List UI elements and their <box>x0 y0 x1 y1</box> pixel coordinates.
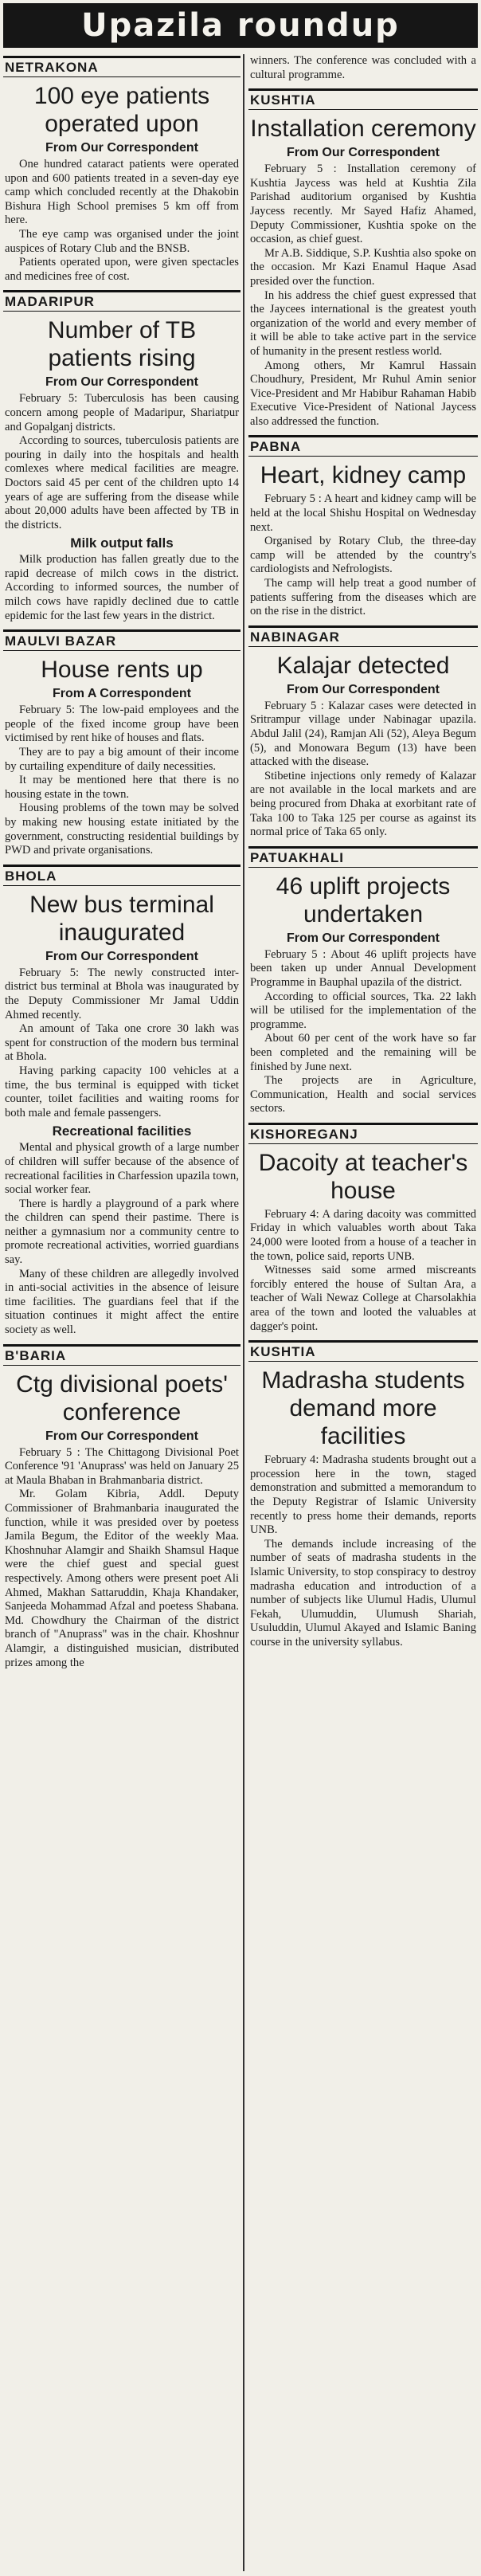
paragraph: February 5 : Installation ceremony of Kushtia Jaycess was held at Kushtia Zila Parishad auditorium organised by Kushtia Jaycess recently. Mr Sayed Hafiz Ahamed, Deputy Commissioner, Kushtia spoke on the occasion, as chief guest. <box>250 163 476 246</box>
story-kishoreganj <box>248 1123 478 1334</box>
story-patuakhali <box>248 846 478 1116</box>
paragraph: An amount of Taka one crore 30 lakh was spent for construction of the modern bus terminal at Bhola. <box>5 1022 239 1064</box>
story-nabinagar <box>248 625 478 840</box>
byline: From Our Correspondent <box>45 1429 198 1443</box>
paragraph: They are to pay a big amount of their income by curtailing expenditure of daily necessities. <box>5 746 239 773</box>
story-pabna <box>248 435 478 618</box>
paragraph: Stibetine injections only remedy of Kalazar are not available in the local markets and are being procured from Dhaka at exorbitant rate of Taka 100 to Taka 125 per course as against its normal price of Taka 65 only. <box>250 769 476 839</box>
kicker: KISHOREGANJ <box>248 1123 478 1144</box>
paragraph: winners. The conference was concluded with a cultural programme. <box>250 54 476 81</box>
headline: Installation ceremony <box>250 116 476 143</box>
byline: From Our Correspondent <box>45 141 198 155</box>
story-kushtia-installation <box>248 88 478 429</box>
byline: From Our Correspondent <box>286 682 440 696</box>
headline: 100 eye patients operated upon <box>33 83 210 137</box>
byline: From Our Correspondent <box>45 375 198 390</box>
headline: 46 uplift projects undertaken <box>276 872 451 927</box>
kicker: BHOLA <box>3 865 240 886</box>
paragraph: Mental and physical growth of a large number of children will suffer because of the absence of recreational facilities in Charfession upazila town, social worker fear. <box>5 1141 239 1197</box>
paragraph: Witnesses said some armed miscreants forcibly entered the house of Sultan Ara, a teacher of Wali Newaz College at Charsolakhia area of the town and looted the valuables at dagger's point. <box>250 1264 476 1333</box>
headline: Ctg divisional poets' conference <box>16 1370 228 1425</box>
kicker: NABINAGAR <box>248 625 478 647</box>
byline: From Our Correspondent <box>286 931 440 945</box>
paragraph: The eye camp was organised under the joint auspices of Rotary Club and the BNSB. <box>5 227 239 255</box>
paragraph: February 5: Tuberculosis has been causing concern among people of Madaripur, Shariatpur and Gopalganj districts. <box>5 392 239 433</box>
subheading: Milk output falls <box>70 535 174 551</box>
paragraph: February 5 : A heart and kidney camp will be held at the local Shishu Hospital on Wednesday next. <box>250 492 476 534</box>
kicker: KUSHTIA <box>248 88 478 110</box>
paragraph: February 5 : About 46 uplift projects have been taken up under Annual Development Programme in Bauphal upazila of the district. <box>250 947 476 989</box>
paragraph: The projects are in Agriculture, Communication, Health and social services sectors. <box>250 1074 476 1115</box>
paragraph: Many of these children are allegedly involved in anti-social activities in the absence of leisure time facilities. The guardians feel that if the situation continues it might affect the entire society as well. <box>5 1267 239 1337</box>
paragraph: Mr A.B. Siddique, S.P. Kushtia also spoke on the occasion. Mr Kazi Enamul Haque Asad presided over the function. <box>250 246 476 288</box>
headline: Madrasha students demand more facilities <box>261 1367 465 1450</box>
story-bbaria <box>3 1344 240 1671</box>
page-title: Upazila roundup <box>3 3 478 48</box>
story-bbaria-continued <box>248 54 478 82</box>
paragraph: Patients operated upon, were given spectacles and medicines free of cost. <box>5 256 239 283</box>
paragraph: Milk production has fallen greatly due to the rapid decrease of milch cows in the district. According to informed sources, the number of milch cows have rapidly declined due to cattle epidemic for the last few years in the district. <box>5 553 239 622</box>
byline: From A Correspondent <box>53 687 191 701</box>
paragraph: It may be mentioned here that there is no housing estate in the town. <box>5 774 239 801</box>
paragraph: Mr. Golam Kibria, Addl. Deputy Commissioner of Brahmanbaria inaugurated the function, while it was presided over by poetess Jamila Begum, the Editor of the weekly Maa. Khoshnuhar Alamgir and Shaikh Shamsul Haque were the chief guest and special guest respectively. Among others were present poet Ali Ahmed, Makhan Sattaruddin, Khaja Khandaker, Sanjeeda Mohammad Afzal and poetess Shabana. Md. Chowdhury the Chairman of the district branch of "Anuprass" was in the chair. Khoshnur Alamgir, a distinguished musician, distributed prizes among the <box>5 1488 239 1669</box>
kicker: B'BARIA <box>3 1344 240 1366</box>
story-bhola <box>3 865 240 1338</box>
story-madaripur <box>3 290 240 623</box>
right-column <box>248 54 478 2571</box>
paragraph: The demands include increasing of the number of seats of madrasha students in the Islamic University, to stop conspiracy to destroy madrasha education and introduction of a number of subjects like Ulumul Hadis, Ulumul Fekah, Ulumuddin, Ulumush Shariah, Usuluddin, Ulumul Akayed and Islamic Baning course in the university syllabus. <box>250 1537 476 1649</box>
story-netrakona <box>3 56 240 284</box>
paragraph: There is hardly a playground of a park where the children can spend their pastime. There is neither a gymnasium nor a community centre to promote recreational activities, worried guardians say. <box>5 1197 239 1267</box>
kicker: PATUAKHALI <box>248 846 478 868</box>
byline: From Our Correspondent <box>286 146 440 160</box>
story-maulvi-bazar <box>3 629 240 858</box>
headline: New bus terminal inaugurated <box>29 891 214 946</box>
headline: Number of TB patients rising <box>47 317 197 372</box>
kicker: MADARIPUR <box>3 290 240 312</box>
paragraph: Housing problems of the town may be solved by making new housing estate initiated by the government, constructing residential buildings by PWD and private organisations. <box>5 802 239 857</box>
paragraph: February 4: A daring dacoity was committed Friday in which valuables worth about Taka 24,000 were looted from a house of a teacher in the town, police said, reports UNB. <box>250 1207 476 1263</box>
paragraph: In his address the chief guest expressed that the Jaycees international is the greatest youth organization of the world and every member of it will be able to take active part in the service of humanity in the present restless world. <box>250 288 476 358</box>
paragraph: February 5: The newly constructed inter-district bus terminal at Bhola was inaugurated by the Deputy Commissioner Mr Jamal Uddin Ahmed recently. <box>5 966 239 1021</box>
headline: House rents up <box>41 657 203 684</box>
story-kushtia-madrasha <box>248 1340 478 1649</box>
kicker: KUSHTIA <box>248 1340 478 1362</box>
headline: Kalajar detected <box>276 652 450 679</box>
kicker: MAULVI BAZAR <box>3 629 240 651</box>
paragraph: According to official sources, Tka. 22 lakh will be utilised for the implementation of the programme. <box>250 990 476 1031</box>
kicker: NETRAKONA <box>3 56 240 77</box>
paragraph: February 5: The low-paid employees and the people of the fixed income group have been victimised by rent hike of houses and flats. <box>5 704 239 745</box>
column-divider <box>243 54 244 2571</box>
paragraph: One hundred cataract patients were operated upon and 600 patients treated in a seven-day eye camp which concluded recently at the Dhakobin Bishura High School premises 5 km off from here. <box>5 158 239 227</box>
paragraph: The camp will help treat a good number of patients suffering from the diseases which are on the rise in the district. <box>250 577 476 618</box>
byline: From Our Correspondent <box>45 949 198 963</box>
paragraph: Having parking capacity 100 vehicles at a time, the bus terminal is equipped with ticket counter, toilet facilities and waiting rooms for both male and female passengers. <box>5 1064 239 1119</box>
subheading: Recreational facilities <box>52 1123 192 1139</box>
paragraph: February 5 : Kalazar cases were detected in Sritrampur village under Nabinagar upazila. Abdul Jalil (24), Ramjan Ali (52), Aleya Begum (5), and Monowara Begum (13) have been attacked with the disease. <box>250 699 476 769</box>
paragraph: February 5 : The Chittagong Divisional Poet Conference '91 'Anuprass' was held on January 25 at Maula Bhaban in Brahmanbaria district. <box>5 1445 239 1487</box>
paragraph: Organised by Rotary Club, the three-day camp will be attended by the country's cardiologists and Nefrologists. <box>250 535 476 576</box>
paragraph: February 4: Madrasha students brought out a procession here in the town, staged demonstration and submitted a memorandum to the Deputy Registrar of Islamic University recently to press home their demands, reports UNB. <box>250 1453 476 1537</box>
kicker: PABNA <box>248 435 478 457</box>
paragraph: Among others, Mr Kamrul Hassain Choudhury, President, Mr Ruhul Amin senior Vice-President and Mr Habibur Rahaman Habib Executive Vice-President of National Jaycess also addressed the function. <box>250 359 476 428</box>
headline: Heart, kidney camp <box>260 462 467 489</box>
paragraph: About 60 per cent of the work have so far been completed and the remaining will be finished by June next. <box>250 1032 476 1073</box>
paragraph: According to sources, tuberculosis patients are pouring in daily into the hospitals and health comlexes where medical facilities are meagre. Doctors said 45 per cent of the children upto 14 years of age are suffering from the disease while about 20,000 adults have been affected by TB in the districts. <box>5 434 239 531</box>
left-column <box>3 54 240 2571</box>
headline: Dacoity at teacher's house <box>258 1149 468 1204</box>
